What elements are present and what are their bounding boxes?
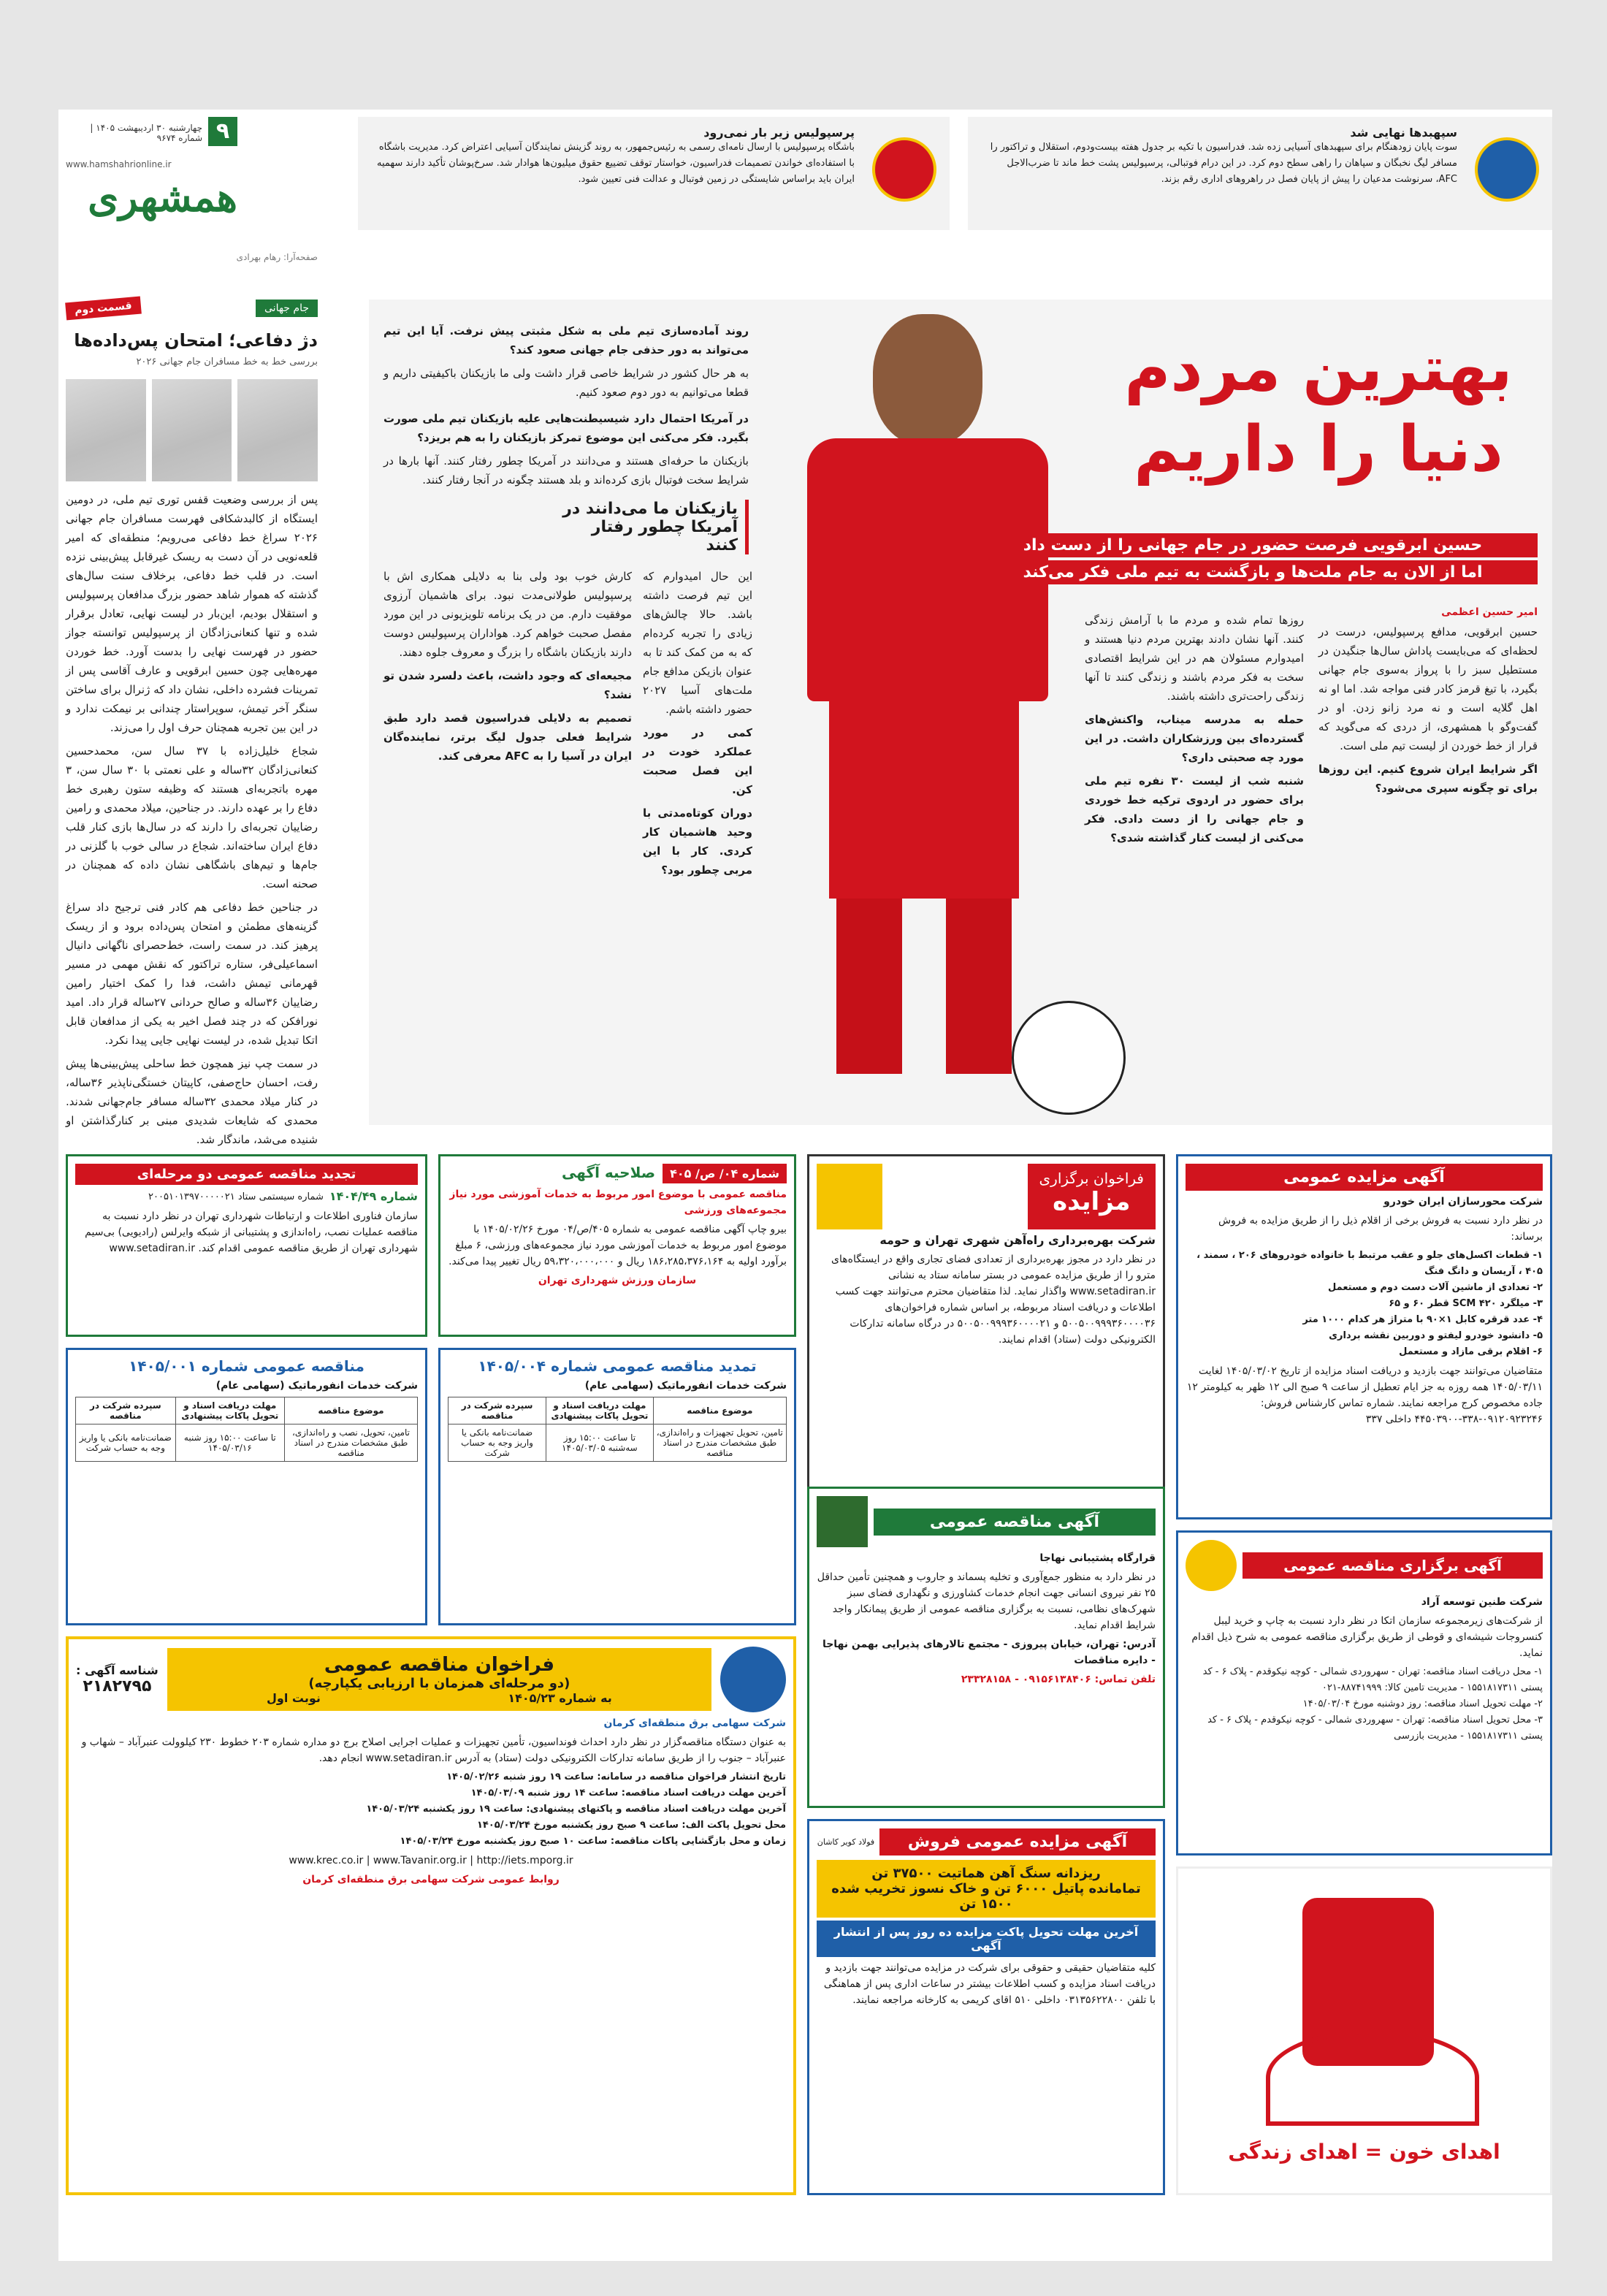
table-cell: ضمانت‌نامه بانکی یا واریز وجه به حساب شرکت — [76, 1424, 176, 1462]
ad-title: تجدید مناقصه عمومی دو مرحله‌ای — [75, 1164, 418, 1185]
interview-question: دوران کوتاه‌مدتی با وحید هاشمیان کار کردی. کار با این مربی چطور بود؟ — [643, 806, 752, 877]
pull-quote: بازیکنان ما می‌دانند در آمریکا چطور رفتار کنند — [562, 500, 749, 554]
ad-setad-number: شماره سیستمی ستاد ۲۰۰۵۱۰۱۳۹۷۰۰۰۰۰۲۱ — [148, 1191, 324, 1202]
news2-body: باشگاه پرسپولیس با ارسال نامه‌ای رسمی به رئیس‌جمهور، به روند گزینش نمایندگان آسیایی اعتراض کرد. مدیریت باشگاه با استفاده‌ای خواندن تصمیمات فدراسیون، خواستار توقف تضییع حقوق میلیون‌ها هوادار شد. سرخ‌پوشان تأکید دارند سهمیه ایران باید براساس شایستگی در زمین فوتبال و عدالت فنی تعیین شود. — [376, 142, 855, 185]
ad-list-item: ۱- محل دریافت اسناد مناقصه: تهران - سهروردی شمالی - کوچه نیکوقدم - پلاک ۶ - کد پستی ۱۵۵۱۸۱۷۳۱۱ - مدیریت تامین کالا: ۸۸۷۴۱۹۹۹-۰۲۱ — [1202, 1666, 1543, 1693]
news-brief-quotas — [968, 117, 1552, 230]
interview-column — [383, 321, 749, 554]
interview-answer: بازیکنان ما حرفه‌ای هستند و می‌دانند در آمریکا چطور رفتار کنند. آنها بارها در شرایط سخت فوتبال بازی کرده‌اند و بلد هستند چگونه در آنجا رفتار کنند. — [383, 454, 749, 487]
ad-body: از شرکت‌های زیرمجموعه سازمان اتکا در نظر دارد نسبت به چاپ و خرید لیبل کنسروجات شیشه‌ای و قوطی از طریق برگزاری مناقصه عمومی به شرح ذیل اقدام نماید. — [1191, 1615, 1543, 1659]
ad-list-item: آخرین مهلت دریافت اسناد مناقصه: ساعت ۱۴ روز شنبه ۱۴۰۵/۰۳/۰۹ — [470, 1788, 786, 1799]
ad-title: فراخوان مناقصه عمومی — [324, 1654, 554, 1676]
sidebar-title: دژ دفاعی؛ امتحان پس‌داده‌ها — [74, 330, 318, 351]
ad-tender-extension — [438, 1348, 796, 1625]
table-cell: تامین، تحویل، نصب و راه‌اندازی، طبق مشخصات مندرج در اسناد مناقصه — [284, 1424, 417, 1462]
interview-column — [1318, 606, 1538, 802]
ad-tender-nahaja — [807, 1487, 1165, 1808]
ad-list-item: ۱- قطعات اکسل‌های جلو و عقب مرتبط با خانواده خودروهای ۲۰۶ ، سمند ، ۴۰۵ ، آریسان و دانگ فنگ — [1196, 1250, 1543, 1277]
table-cell: ضمانت‌نامه بانکی یا واریز وجه به حساب شرکت — [448, 1424, 546, 1462]
interview-question: اگر شرایط ایران شروع کنیم. این روزها برای تو چگونه سپری می‌شود؟ — [1318, 763, 1538, 795]
feature-headline — [1114, 329, 1523, 489]
esteghlal-logo-icon — [1475, 137, 1539, 202]
sidebar-body: پس از بررسی وضعیت قفس توری تیم ملی، در دومین ایستگاه از کالبدشکافی فهرست مسافران جام جهانی ۲۰۲۶ سراغ خط دفاعی می‌رویم؛ منطقه‌ای که امیر قلعه‌نویی در آن دست به ریسک غیرقابل پیش‌بینی نزده است. در قلب خط دفاعی، برخلاف سنت سال‌های گذشته که هموار شاهد حضور بزرگ مدافعان پرسپولیس و استقلال بودیم، این‌بار در لیست نهایی، تعادل برقرار شده و تنها کنعانی‌زادگان از پرسپولیس توانسته جواز حضور در فهرست نهایی را بدست آورد. خط خوردن مهره‌هایی چون حسین ابرقویی و عارف آقاسی پس از تمرینات فشرده داخلی، نشان داد که ژنرال برای ساختن سنگر آخر تیمش، سوپراستار چندانی بر نیمکت ندارد و در این بین تجربه همچنان حرف اول را می‌زند. — [66, 493, 318, 734]
interview-question: روند آماده‌سازی تیم ملی به شکل مثبتی پیش نرفت. آیا این تیم می‌تواند به دور حذفی جام جهانی صعود کند؟ — [383, 324, 749, 356]
interview-question: کمی در مورد عملکرد خودت در این فصل صحبت کن. — [643, 726, 752, 796]
tavanir-logo-icon — [720, 1647, 786, 1712]
news-brief-perspolis — [358, 117, 950, 230]
football-icon — [1012, 1001, 1126, 1115]
table-cell: تا ساعت ۱۵:۰۰ روز سه‌شنبه ۱۴۰۵/۰۳/۰۵ — [546, 1424, 654, 1462]
ad-list-item: ۶- اقلام برقی مازاد و مستعمل — [1399, 1346, 1543, 1357]
ad-address: آدرس: تهران، خیابان پیروزی - مجتمع تالارهای پذیرایی بهمن نهاجا - دایره مناقصات — [822, 1639, 1156, 1666]
ad-list-item: ۲- تعدادی از ماشین آلات دست دوم و مستعمل — [1328, 1282, 1543, 1293]
ad-auction-kavir — [807, 1819, 1165, 2195]
subheadline-line: حسین ابرقویی فرصت حضور در جام جهانی را از دست داد — [968, 533, 1538, 557]
sidebar-article — [66, 300, 318, 1146]
interview-question: حمله به مدرسه میناب، واکنش‌های گسترده‌ای بین ورزشکاران داشت. در این مورد چه صحبتی داری؟ — [1085, 713, 1304, 764]
ad-list-item: ۲- مهلت تحویل اسناد مناقصه: روز دوشنبه مورخ ۱۴۰۵/۰۳/۰۴ — [1302, 1698, 1543, 1709]
player-leg — [946, 899, 1012, 1074]
ad-line: تمامانده پاتیل ۶۰۰۰ تن و خاک نسوز تخریب شده ۱۵۰۰ تن — [831, 1881, 1141, 1912]
ad-list-item: زمان و محل بازگشایی پاکات مناقصه: ساعت ۱۰ صبح روز یکشنبه مورخ ۱۴۰۵/۰۳/۲۴ — [400, 1836, 786, 1847]
ad-title: مزایده — [1053, 1187, 1131, 1216]
page-number: ۹ — [208, 117, 237, 146]
ad-number: به شماره ۱۴۰۵/۲۳ — [508, 1691, 612, 1705]
ad-tender-ict — [66, 1154, 427, 1337]
masthead-logo: همشهری — [88, 174, 237, 221]
ad-title-box — [167, 1648, 711, 1711]
table-cell: تامین، تحویل تجهیزات و راه‌اندازی، طبق مشخصات مندرج در اسناد مناقصه — [653, 1424, 786, 1462]
player-photo — [152, 379, 232, 481]
interview-question: تصمیم به دلایلی فدراسیون قصد دارد طبق شرایط فعلی جدول لیگ برتر، نماینده‌گان ایران در آسیا را به AFC معرفی کند. — [383, 712, 632, 763]
website[interactable]: www.hamshahrionline.ir — [66, 159, 172, 169]
ad-blood-donation — [1176, 1866, 1552, 2195]
ad-title: آگهی مزایده عمومی — [1186, 1164, 1543, 1191]
ad-company: شرکت محورسازان ایران خودرو — [1383, 1196, 1543, 1208]
ad-dates — [76, 1769, 786, 1850]
ad-body: بیرو چاپ آگهی مناقصه عمومی به شماره ۴۰۵/ص/۰۴ مورخ ۱۴۰۵/۰۲/۲۶ با موضوع امور مربوط به خدمات آموزشی مورد نیاز مجموعه‌های ورزشی، ۶ مبلغ برآورد اولیه به ۱۸۶،۲۸۵،۳۷۶،۱۶۴ ریال و ۵۹،۳۲۰،۰۰۰،۰۰۰ ریال تغییر پیدا می‌کند. — [448, 1224, 787, 1267]
ad-body: به عنوان دستگاه مناقصه‌گزار در نظر دارد احداث فونداسیون، تأمین تجهیزات و عملیات اجرایی اصلاح برج دو مداره شماره ۲۰۳ خطوط ۲۳۰ کیلوولت عنبرآباد – شهاب و عنبرآباد – جنوب را از طریق سامانه تدارکات الکترونیکی دولت (ستاد) به آدرس www.setadiran.ir انجام دهد. — [81, 1736, 786, 1764]
sidebar-kicker: جام جهانی — [256, 300, 318, 317]
news1-title: سپهبدها نهایی شد — [1350, 126, 1457, 140]
interview-column — [643, 562, 752, 884]
ad-title: صلاحیه آگهی — [562, 1164, 656, 1181]
player-shorts — [829, 694, 1019, 899]
news1-body: سوت پایان زودهنگام برای سپهبدهای آسیایی زده شد. فدراسیون با تکیه بر جدول هفته بیست‌ودوم، استقلال و تراکتور را مسافر لیگ نخبگان و سپاهان را راهی سطح دوم کرد. در این درام فوتبالی، پرسپولیس پشت خط ماند تا ضرب‌الاجل AFC، سرنوشت مدعیان را پیش از پایان فصل در راهروهای اداری رقم بزند. — [990, 142, 1457, 185]
ad-footer: متقاضیان می‌توانند جهت بازدید و دریافت اسناد مزایده از تاریخ ۱۴۰۵/۰۳/۰۲ لغایت ۱۴۰۵/۰۳/۱۱ همه روزه به جز ایام تعطیل از ساعت ۹ صبح الی ۱۲ ظهر به کیلومتر ۱۲ جاده مخصوص کرج مراجعه نمایند. شماره تماس کارشناس فروش: ۰۹۱۲۰۹۲۳۲۴۶-۳۳۸-۴۴۵۰۳۹۰۰ داخلی ۳۳۷ — [1186, 1365, 1543, 1425]
interview-column — [383, 562, 632, 770]
perspolis-logo-icon — [872, 137, 936, 202]
sidebar-subtitle: بررسی خط به خط مسافران جام جهانی ۲۰۲۶ — [136, 356, 318, 367]
page-designer: صفحه‌آرا: رهام بهرادی — [236, 252, 318, 262]
headline-line: دنیا را داریم — [1134, 413, 1503, 486]
ad-company: شرکت سهامی برق منطقه‌ای کرمان — [603, 1717, 786, 1729]
interview-column — [1085, 606, 1304, 852]
heart-line-icon — [1266, 2029, 1479, 2126]
ad-title: آگهی برگزاری مناقصه عمومی — [1243, 1552, 1543, 1579]
ad-subject: مناقصه عمومی با موضوع امور مربوط به خدمات آموزشی مورد نیاز مجموعه‌های ورزشی — [449, 1189, 787, 1216]
sidebar-badge: قسمت دوم — [65, 297, 141, 321]
nahaja-logo-icon — [817, 1496, 868, 1547]
ad-title: تمدید مناقصه عمومی شماره ۱۴۰۵/۰۰۴ — [478, 1357, 757, 1375]
ad-id-value: ۲۱۸۲۷۹۵ — [83, 1677, 152, 1696]
blood-donation-text: اهدای خون = اهدای زندگی — [1228, 2140, 1500, 2164]
table-cell: سپرده شرکت در مناقصه — [76, 1397, 176, 1424]
ad-number: شماره ۱۴۰۴/۴۹ — [329, 1189, 418, 1203]
sidebar-body: در سمت چپ نیز همچون خط ساحلی پیش‌بینی‌ها پیش رفت، احسان حاج‌صفی، کاپیتان خستگی‌ناپذیر ۳۶ساله، در کنار میلاد محمدی ۳۲ساله مسافر جام‌جهانی شدند. محمدی که شایعات شدیدی مبنی بر کنارگذاشتن او شنیده می‌شد، ماندگار شد. — [66, 1057, 318, 1146]
ad-title: فراخوان برگزاری — [1039, 1170, 1144, 1187]
etka-logo-icon — [1186, 1540, 1237, 1591]
feature-interview — [369, 300, 1552, 1125]
ad-body: در نظر دارد در مجوز بهره‌برداری از تعدادی فضای تجاری واقع در ایستگاه‌های مترو را از طریق مزایده عمومی در بستر سامانه ستاد به نشانی www.setadiran.ir واگذار نماید. لذا متقاضیان محترم می‌توانند جهت کسب اطلاعات و دریافت اسناد مربوطه، بر اساس شماره فراخوان‌های ۵۰۰۵۰۰۹۹۹۳۶۰۰۰۰۳۶ و ۵۰۰۵۰۰۹۹۹۳۶۰۰۰۰۲۱ در درگاه سامانه تدارکات الکترونیکی دولت (ستاد) اقدام نمایند. — [831, 1254, 1156, 1346]
ad-phone: تلفن تماس: ۰۹۱۵۶۱۳۸۴۰۶ - ۲۳۳۲۸۱۵۸ — [961, 1674, 1156, 1685]
interview-question: در آمریکا احتمال دارد شیسیطنت‌هایی علیه بازیکنان تیم ملی صورت بگیرد. فکر می‌کنی این موضوع تمرکز بازیکنان را به هم بریزد؟ — [383, 412, 749, 444]
ad-correction — [438, 1154, 796, 1337]
player-photos — [66, 379, 318, 481]
table-cell: سپرده شرکت در مناقصه — [448, 1397, 546, 1424]
ad-body: در نظر دارد نسبت به فروش برخی از اقلام ذیل را از طریق مزایده به فروش برساند: — [1218, 1215, 1543, 1243]
ad-deadline: آخرین مهلت تحویل پاکت مزایده ده روز پس از انتشار آگهی — [817, 1921, 1156, 1957]
table-cell: موضوع مناقصه — [284, 1397, 417, 1424]
ad-table — [448, 1397, 787, 1462]
ad-list-item: محل تحویل پاکت الف: ساعت ۹ صبح روز یکشنبه مورخ ۱۴۰۵/۰۳/۲۴ — [476, 1820, 786, 1831]
ad-body: کلیه متقاضیان حقیقی و حقوقی برای شرکت در مزایده می‌توانند جهت بازدید و دریافت اسناد مزایده و کسب اطلاعات بیشتر در ساعات اداری پس از هماهنگی با تلفن ۰۳۱۳۵۶۲۲۸۰۰ داخلی ۵۱۰ اقای کریمی به کارخانه مراجعه نمایند. — [823, 1962, 1156, 2006]
sidebar-body: شجاع خلیل‌زاده با ۳۷ سال سن، محمدحسین کنعانی‌زادگان ۳۲ساله و علی نعمتی با ۳۰ سال سن، ۳ مهره باتجربه‌ای هستند که وظیفه ستون رهبری خط دفاع را بر عهده دارند. در جناحین، میلاد محمدی و رامین رضاییان تجربه‌ای را دارند که در سال‌ها بازی کنار قلب دفاع ایران ساخته‌اند. شجاع در سالی خوب با گلزنی در جام‌ها و تیم‌های باشگاهی نشان داده که همچنان در صحنه است. — [66, 744, 318, 890]
ad-items — [1186, 1248, 1543, 1360]
ad-highlight — [817, 1860, 1156, 1918]
interview-intro: حسین ابرقویی، مدافع پرسپولیس، درست در لحظه‌ای که می‌بایست پاداش سال‌ها جنگیدن در مستطیل سبز را با پرواز به‌سوی جام جهانی بگیرد، با تیغ قرمز کادر فنی مواجه شد. اما او نه اهل گلایه است و نه مرد زانو زدن. او در گفت‌وگو با همشهری، از دردی که می‌گوید که قرار از خط خوردن از لیست تیم ملی است. — [1318, 625, 1538, 752]
ad-company: شرکت خدمات انفورماتیک (سهامی عام) — [584, 1380, 787, 1392]
ad-title-box — [1028, 1164, 1156, 1229]
table-cell: مهلت دریافت اسناد و تحویل پاکات پیشنهادی — [546, 1397, 654, 1424]
ad-website[interactable]: www.krec.co.ir | www.Tavanir.org.ir | http://iets.mporg.ir — [289, 1855, 573, 1866]
ad-list-item: ۳- محل تحویل اسناد مناقصه: تهران - سهروردی شمالی - کوچه نیکوقدم - پلاک ۶ - کد پستی ۱۵۵۱۸۱۷۳۱۱ - مدیریت بازرسی — [1207, 1715, 1543, 1742]
ad-company: شرکت بهره‌برداری راه‌آهن شهری تهران و حومه — [879, 1233, 1156, 1247]
news2-title: پرسپولیس زیر بار نمی‌رود — [703, 126, 855, 140]
interview-question: شنبه شب از لیست ۳۰ نفره تیم ملی برای حضور در اردوی ترکیه خط خوردی و جام جهانی را از دست دادی. فکر می‌کنی از لیست کنار گذاشته شدی؟ — [1085, 774, 1304, 844]
player-photo-main — [763, 300, 1114, 1125]
ad-table — [75, 1397, 418, 1462]
ad-tender-informatics — [66, 1348, 427, 1625]
ad-list-item: ۴- عدد قرقره کابل ۱×۹۰ با متراژ هر کدام ۱۰۰۰ متر — [1302, 1314, 1543, 1325]
ad-company: شرکت طنین توسعه آراد — [1421, 1596, 1543, 1608]
ad-items — [1186, 1664, 1543, 1744]
kavir-logo-icon: فولاد کویر کاشان — [817, 1837, 875, 1847]
player-leg — [836, 899, 902, 1074]
interview-answer: کارش خوب بود ولی بنا به دلایلی همکاری اش با پرسپولیس طولانی‌مدت نبود. برای هاشمیان آرزوی موفقیت دارم. من در یک برنامه تلویزیونی در این مورد مفصل صحبت خواهم کرد. هواداران پرسپولیس دوست دارند بازیکنان باشگاه را بزرگ و معروف جلوه دهند. — [383, 570, 632, 659]
date-line: چهارشنبه ۳۰ اردیبهشت ۱۴۰۵ | شماره ۹۶۷۴ — [90, 123, 202, 143]
ad-tender-kerman — [66, 1636, 796, 2195]
subheadline-line: اما از الان به جام ملت‌ها و بازگشت به تیم ملی فکر می‌کند — [968, 560, 1538, 584]
interview-answer: به هر حال کشور در شرایط خاصی قرار داشت ولی ما بازیکنان باکیفیتی داریم و قطعا می‌توانیم به دور دوم صعود کنیم. — [383, 367, 749, 399]
masthead-left — [66, 117, 237, 230]
table-cell: مهلت دریافت اسناد و تحویل پاکات پیشنهادی — [175, 1397, 284, 1424]
metro-logo-icon — [817, 1164, 882, 1229]
player-photo — [237, 379, 318, 481]
interview-question: مجیعه‌ای که وجود داشت، باعث دلسرد شدن تو نشد؟ — [383, 669, 632, 701]
player-head — [873, 314, 982, 446]
sidebar-body: در جناحین خط دفاعی هم کادر فنی ترجیح داد سراغ گزینه‌های مطمئن و امتحان پس‌داده برود و از ریسک پرهیز کند. در سمت راست، خط‌حصرای ناگهانی دانیال اسماعیلی‌فر، ستاره تراکتور که نقش مهمی در مسیر قهرمانی تیمش داشت، فدا را کمک اختیار رامین رضاییان ۳۶ساله و صالح حردانی ۲۷ساله قرار داد. امید نورافکن که در چند فصل اخیر به یکی از مدافعان قابل اتکا تبدیل شده، در لیست نهایی جایی پیدا نکرد. — [66, 901, 318, 1047]
ad-auction-mehvarsazan — [1176, 1154, 1552, 1519]
ad-title: آگهی مزایده عمومی فروش — [879, 1828, 1156, 1856]
ad-title: مناقصه عمومی شماره ۱۴۰۵/۰۰۱ — [129, 1357, 364, 1375]
ad-list-item: ۵- دانشود خودرو لیفتو و دوربین نقشه برداری — [1329, 1330, 1543, 1341]
ad-subtitle: (دو مرحله‌ای همزمان با ارزیابی یکپارچه) — [308, 1676, 570, 1691]
ad-number: شماره ۰۴/ ص/ ۴۰۵ — [663, 1164, 787, 1183]
ad-list-item: آخرین مهلت دریافت اسناد مناقصه و پاکتهای پیشنهادی: ساعت ۱۹ روز یکشنبه ۱۴۰۵/۰۳/۲۴ — [366, 1804, 786, 1815]
ad-id — [76, 1663, 159, 1696]
ad-company: شرکت خدمات انفورماتیک (سهامی عام) — [215, 1380, 418, 1392]
ad-line: ریزدانه سنگ آهن هماتیت ۳۷۵۰۰ تن — [871, 1866, 1101, 1881]
headline-line: بهترین مردم — [1124, 332, 1513, 405]
player-photo — [66, 379, 146, 481]
ad-list-item: ۳- میلگرد SCM ۴۲۰ قطر ۶۰ و ۶۵ — [1389, 1298, 1543, 1309]
ad-org: سازمان ورزش شهرداری تهران — [538, 1275, 697, 1286]
ad-title: آگهی مناقصه عمومی — [874, 1509, 1156, 1536]
ad-company: قرارگاه پشتیبانی نهاجا — [1039, 1552, 1156, 1564]
interview-answer: روزها تمام شده و مردم ما با آرامش زندگی کنند. آنها نشان دادند بهترین مردم دنیا هستند و امیدوارم مسئولان هم در این شرایط اقتصادی سخت به فکر مردم باشند و زندگی کنند تا آنها زندگی راحت‌تری داشته باشند. — [1085, 614, 1304, 703]
ad-id-label: شناسه آگهی : — [76, 1663, 159, 1677]
ad-body: در نظر دارد به منظور جمع‌آوری و تخلیه پسماند و جاروب و همچنین تأمین حداقل ۲۵ نفر نیروی انسانی جهت انجام خدمات کشاورزی و نگهداری فضای سبز شهرک‌های نظامی، نسبت به برگزاری مناقصه عمومی از طریق پیمانکار واجد شرایط اقدام نماید. — [817, 1571, 1156, 1631]
ad-round: نوبت اول — [267, 1691, 321, 1705]
ad-body: سازمان فناوری اطلاعات و ارتباطات شهرداری تهران در نظر دارد نسبت به مناقصه عملیات نصب، راه‌اندازی و پشتیبانی از شبکه وایرلس (رادیویی) بی‌سیم شهرداری تهران از طریق مناقصه عمومی اقدام کند. www.setadiran.ir — [85, 1210, 418, 1254]
table-cell: موضوع مناقصه — [653, 1397, 786, 1424]
byline: امیر حسین اعظمی — [1441, 606, 1538, 618]
ad-footer: روابط عمومی شرکت سهامی برق منطقه‌ای کرمان — [302, 1874, 560, 1885]
ad-list-item: تاریخ انتشار فراخوان مناقصه در سامانه: ساعت ۱۹ روز شنبه ۱۴۰۵/۰۲/۲۶ — [446, 1771, 786, 1782]
ad-auction-metro — [807, 1154, 1165, 1519]
ad-tender-etka — [1176, 1530, 1552, 1856]
interview-answer: این حال امیدوارم که این تیم فرصت داشته باشد. حالا چالش‌های زیادی را تجربه کرده‌ام که به من کمک کند تا به عنوان بازیکن مدافع جام ملت‌های آسیا ۲۰۲۷ حضور داشته باشم. — [643, 570, 752, 716]
feature-subheadline — [968, 533, 1538, 584]
table-cell: تا ساعت ۱۵:۰۰ روز شنبه ۱۴۰۵/۰۳/۱۶ — [175, 1424, 284, 1462]
